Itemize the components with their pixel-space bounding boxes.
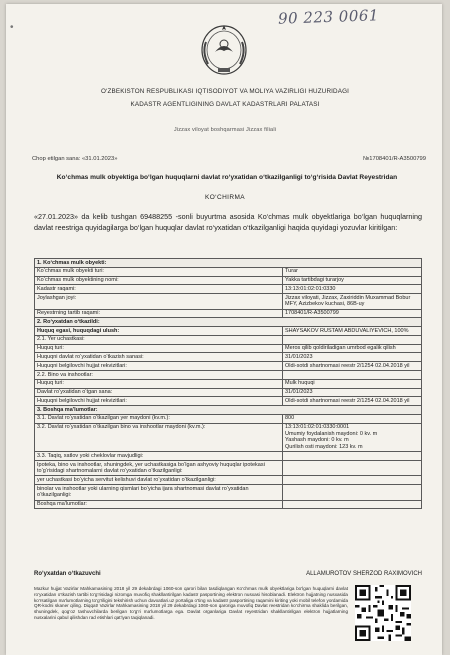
field-value: 13:13:01:02:01:0330: [283, 285, 422, 294]
field-label: Huquq egasi, huquqdagi ulush:: [35, 327, 283, 336]
table-row: [35, 500, 422, 509]
field-value-line: Yashash maydoni: 0 kv. m: [285, 437, 349, 444]
field-value: [283, 423, 422, 452]
field-label: Huquqni belgilovchi hujjat rekvizitlari:: [35, 397, 283, 406]
field-value-line: Umumiy foydalanish maydoni: 0 kv. m: [285, 430, 378, 437]
field-label: Huquqni belgilovchi hujjat rekvizitlari:: [35, 362, 283, 371]
field-value: Oldi-sotdi shartnomasi reestr 2/1254 02.04.2018 yil: [283, 362, 422, 371]
field-label: Boshqa ma'lumotlar:: [35, 500, 283, 509]
table-row: [35, 335, 422, 344]
table-row: [35, 344, 422, 353]
registrar-role: Ro‘yxatdan o‘tkazuvchi: [34, 571, 101, 577]
table-row: [35, 276, 422, 285]
field-label: Kadastr raqami:: [35, 285, 283, 294]
table-row: [35, 414, 422, 423]
table-row: [35, 353, 422, 362]
table-row: [35, 452, 422, 461]
field-label: Ko‘chmas mulk obyektining nomi:: [35, 276, 283, 285]
table-row: [35, 285, 422, 294]
state-emblem-icon: [198, 22, 250, 78]
field-value: Meros qilib qoldiriladigan umrbod egalik qilish: [283, 344, 422, 353]
field-label: 3.1. Davlat ro‘yxatidan o‘tkazilgan yer maydoni (kv.m.):: [35, 414, 283, 423]
handwritten-note: 90 223 0061: [277, 6, 380, 28]
field-value: 1708401/R-A3500799: [283, 309, 422, 318]
field-value: [283, 335, 422, 344]
field-label: 2.2. Bino va inshootlar:: [35, 370, 283, 379]
table-row: [35, 485, 422, 500]
field-label: Ipoteka, bino va inshootlar, shuningdek, yer uchastkasiga bo‘lgan ashyoviy huquqlar ipotekasi to‘g‘risidagi shartnomalarni davlat ro‘yxatidan o‘tkazilganligi:: [35, 461, 283, 476]
agency-heading: KADASTR AGENTLIGINING DAVLAT KADASTRLARI PALATASI: [130, 101, 320, 108]
footer-note: Mazkur hujjat Vazirlar Mahkamasining 2018 yil 29 dekabrdagi 1060-son qarori bilan tasdiqlangan Ko‘chmas mulk obyektlariga bo‘lgan huquqlarni davlat ro‘yxatidan o‘tkazish tartibi to‘g‘risidagi nizomga muvofiq shakllantirilgan kadastr pasportining elektron nusxasi hisoblanadi. Elektron hujjatning nusxasida ko‘rsatilgan ma'lumotlarning to‘g‘riligini tekshirish uchun davxatlari.uz portaliga o‘ting va kadastr pasportining raqamini kiriting yoki mobil telefon yordamida QR-kodni skaner qiling. Diqqat! Vazirlar Mahkamasining 2018 yil 29 dekabrdagi 1060-son qaroriga muvofiq Davlat reestridan ko‘chirma shaklida berilgan, shuningdek, qog‘oz tashuvchilarda berilgan to‘g‘ri ma'lumotlarga ega. Davlat organlariga Davlat reyestridan shakllantirilgan elektron hujjatlarning nusxalarini qabul qilishdan rad etishlari qat'iyan taqiqlanadi.: [34, 586, 348, 620]
table-row: [35, 370, 422, 379]
table-row: [35, 267, 422, 276]
field-label: Joylashgan joyi:: [35, 294, 283, 309]
branch-heading: Jizzax viloyat boshqarmasi Jizzax filiali: [173, 127, 277, 133]
field-value: Oldi-sotdi shartnomasi reestr 2/1254 02.04.2018 yil: [283, 397, 422, 406]
field-label: Ko‘chmas mulk obyekti turi:: [35, 267, 283, 276]
table-row: [35, 327, 422, 336]
print-date: Chop etilgan sana: «31.01.2023»: [32, 156, 118, 162]
field-value: [283, 485, 422, 500]
field-value: [283, 500, 422, 509]
field-value-line: Qurilish osti maydoni: 123 kv. m: [285, 444, 363, 451]
qr-code-icon[interactable]: [355, 585, 411, 641]
table-row: [35, 461, 422, 476]
field-label: binolar va inshootlar yoki ularning qismlari bo‘yicha ijara shartnomasi davlat ro‘yxatidan o‘tkazilganligi:: [35, 485, 283, 500]
field-label: yer uchastkasi bo‘yicha servitut kelishuvi davlat ro‘yxatidan o‘tkazilganligi:: [35, 476, 283, 485]
table-row: [35, 476, 422, 485]
table-row: [35, 388, 422, 397]
field-value: Mulk huquqi: [283, 379, 422, 388]
field-label: Reyestrning tartib raqami:: [35, 309, 283, 318]
field-value: [283, 370, 422, 379]
field-value: Jizzax viloyati, Jizzax, Zaxiriddin Muxammad Bobur MFY, Azizbekov kuchasi, 86B-uy: [283, 294, 422, 309]
table-row: [35, 397, 422, 406]
field-label: Huquqni davlat ro‘yxatidan o‘tkazish sanasi:: [35, 353, 283, 362]
table-section-row: [35, 406, 422, 415]
field-value: 31/01/2023: [283, 353, 422, 362]
table-section-row: [35, 259, 422, 268]
section-heading: 1. Ko‘chmas mulk obyekti:: [35, 259, 422, 268]
field-value: [283, 452, 422, 461]
field-value: [283, 476, 422, 485]
field-value: SHAYSAKOV RUSTAM ABDUVALIYEVICH, 100%: [283, 327, 422, 336]
intro-paragraph: «27.01.2023» da kelib tushgan 69488255 -sonli buyurtma asosida Ko‘chmas mulk obyektlariga bo‘lgan huquqlarning davlat reestriga quyidagilarga bo‘lgan huquqlar davlat ro‘yxatidan o‘tkazilganligi haqida quyidagi yozuvlar kiritilgan:: [34, 212, 422, 232]
table-row: [35, 379, 422, 388]
field-label: Huquq turi:: [35, 379, 283, 388]
field-value: 31/01/2023: [283, 388, 422, 397]
field-label: Davlat ro‘yxatidan o‘tgan sana:: [35, 388, 283, 397]
field-value: Yakka tartibdagi turarjoy: [283, 276, 422, 285]
ministry-heading: O‘ZBEKISTON RESPUBLIKASI IQTISODIYOT VA MOLIYA VAZIRLIGI HUZURIDAGI: [100, 88, 350, 95]
table-section-row: [35, 318, 422, 327]
document-name: KO‘CHIRMA: [204, 194, 246, 201]
field-label: 2.1. Yer uchastkasi:: [35, 335, 283, 344]
registrar-name: ALLAMUROTOV SHERZOD RAXIMOVICH: [306, 571, 422, 577]
field-value: 800: [283, 414, 422, 423]
document-number: №1708401/R-A3500799: [363, 156, 426, 162]
field-value: Turar: [283, 267, 422, 276]
field-label: Huquq turi:: [35, 344, 283, 353]
corner-mark: •: [10, 22, 14, 33]
table-row: [35, 294, 422, 309]
field-label: 3.3. Taqiq, xatlov yoki cheklovlar mavjudligi:: [35, 452, 283, 461]
section-heading: 2. Ro‘yxatdan o‘tkazildi:: [35, 318, 422, 327]
table-row: [35, 309, 422, 318]
table-row: [35, 362, 422, 371]
section-heading: 3. Boshqa ma'lumotlar:: [35, 406, 422, 415]
registry-table: [34, 258, 422, 509]
document-title: Ko‘chmas mulk obyektiga bo‘lgan huquqlarni davlat ro‘yxatidan o‘tkazilganligi to‘g‘risida Davlat Reyestridan: [56, 174, 398, 181]
field-value-line: 13:13:01:02:01:0330:0001: [285, 424, 350, 431]
table-row: [35, 423, 422, 452]
field-label: 3.2. Davlat ro‘yxatidan o‘tkazilgan bino va inshootlar maydoni (kv.m.):: [35, 423, 283, 452]
field-value: [283, 461, 422, 476]
